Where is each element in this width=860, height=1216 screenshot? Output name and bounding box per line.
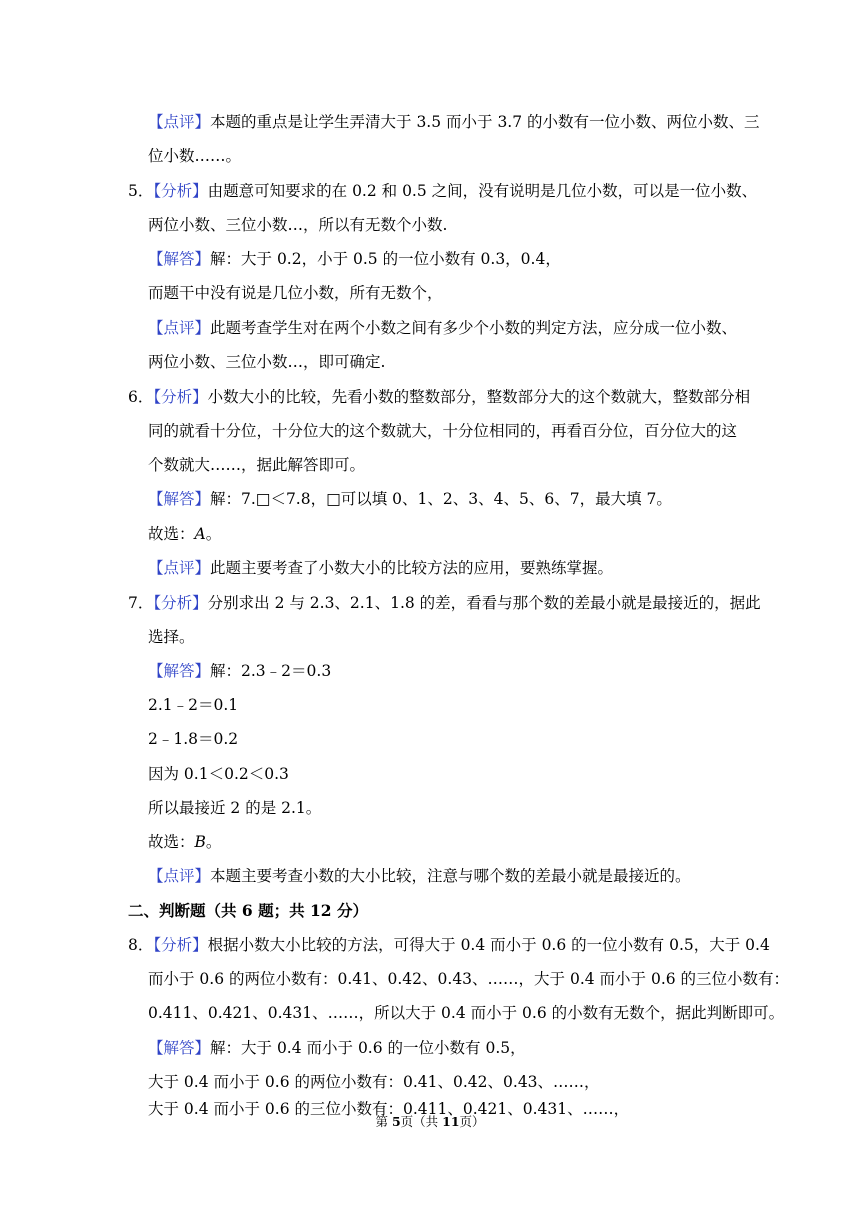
answer-label: 【解答】: [148, 662, 211, 680]
text: 两位小数、三位小数…，所以有无数个小数.: [148, 216, 448, 234]
text: 大于 0.4 而小于 0.6 的三位小数有：0.411、0.421、0.431、……，: [148, 1100, 630, 1118]
text-line: [148, 214, 447, 236]
text-line: [148, 968, 789, 990]
answer-label: 【解答】: [148, 490, 211, 508]
text: 位小数……。: [148, 147, 242, 165]
choice-letter: A: [194, 525, 206, 543]
comment-line: [148, 317, 737, 339]
text: 。: [205, 833, 222, 851]
text: 所以最接近 2 的是 2.1。: [148, 799, 322, 817]
footer-text: 页）: [459, 1114, 485, 1129]
answer-line: [148, 1037, 526, 1059]
question-8-analysis: [128, 934, 770, 956]
text: 本题的重点是让学生弄清大于 3.5 而小于 3.7 的小数有一位小数、两位小数、三: [210, 113, 760, 131]
analysis-label: 【分析】: [153, 936, 208, 954]
text: 解：7.□＜7.8，□可以填 0、1、2、3、4、5、6、7，最大填 7。: [210, 490, 672, 508]
text: 同的就看十分位，十分位大的这个数就大，十分位相同的，再看百分位，百分位大的这: [148, 422, 738, 440]
question-number: 5．: [128, 182, 154, 200]
text-line: [148, 351, 385, 373]
comment-label: 【点评】: [148, 867, 211, 885]
choice-line: [148, 523, 221, 545]
answer-label: 【解答】: [148, 250, 211, 268]
text: 本题主要考查小数的大小比较，注意与哪个数的差最小就是最接近的。: [210, 867, 691, 885]
page-number: 5: [391, 1114, 401, 1129]
text-line: [148, 626, 195, 648]
text: 此题主要考查了小数大小的比较方法的应用，要熟练掌握。: [210, 559, 614, 577]
text: 2.1﹣2＝0.1: [148, 696, 239, 714]
choice-letter: B: [194, 833, 206, 851]
text: 分别求出 2 与 2.3、2.1、1.8 的差，看看与那个数的差最小就是最接近的，据此: [207, 594, 761, 612]
text-line: [148, 145, 241, 167]
comment-label: 【点评】: [148, 113, 211, 131]
text: 0.411、0.421、0.431、……，所以大于 0.4 而小于 0.6 的小数有无数个，据此判断即可。: [148, 1004, 785, 1022]
text: 小数大小的比较，先看小数的整数部分，整数部分大的这个数就大，整数部分相: [207, 388, 751, 406]
text-line: [148, 797, 321, 819]
text: 故选：: [148, 833, 195, 851]
answer-line: [148, 660, 331, 682]
text: 2﹣1.8＝0.2: [148, 730, 239, 748]
text-line: [148, 454, 365, 476]
question-7-analysis: [128, 592, 761, 614]
text: 故选：: [148, 525, 195, 543]
comment-label: 【点评】: [148, 319, 211, 337]
section-heading: 二、判断题（共 6 题；共 12 分）: [128, 901, 368, 920]
analysis-label: 【分析】: [153, 182, 208, 200]
text-line: [148, 694, 238, 716]
choice-line: [148, 831, 221, 853]
question-5-analysis: [128, 180, 757, 202]
text-line: [148, 1002, 784, 1024]
comment-line: [148, 865, 691, 887]
text-line: [148, 1071, 600, 1093]
text: 选择。: [148, 628, 195, 646]
answer-line: [148, 488, 672, 510]
question-6-analysis: [128, 386, 750, 408]
text: 解：大于 0.4 而小于 0.6 的一位小数有 0.5，: [210, 1039, 526, 1057]
comment-line: [148, 111, 760, 133]
text: 解：2.3﹣2＝0.3: [210, 662, 332, 680]
total-pages: 11: [442, 1114, 460, 1129]
text-line: [148, 763, 289, 785]
text: 而小于 0.6 的两位小数有：0.41、0.42、0.43、……，大于 0.4 而小于 0.6 的三位小数有：: [148, 970, 790, 988]
text-line: [148, 282, 443, 304]
comment-line: [148, 557, 613, 579]
footer-text: 页（共: [400, 1114, 443, 1129]
question-number: 8．: [128, 936, 154, 954]
text: 因为 0.1＜0.2＜0.3: [148, 765, 289, 783]
text: 解：大于 0.2，小于 0.5 的一位小数有 0.3，0.4，: [210, 250, 561, 268]
text: 大于 0.4 而小于 0.6 的两位小数有：0.41、0.42、0.43、……，: [148, 1073, 600, 1091]
analysis-label: 【分析】: [153, 594, 208, 612]
analysis-label: 【分析】: [153, 388, 208, 406]
text: 两位小数、三位小数…，即可确定.: [148, 353, 386, 371]
text: 此题考查学生对在两个小数之间有多少个小数的判定方法，应分成一位小数、: [210, 319, 738, 337]
answer-line: [148, 248, 561, 270]
question-number: 6．: [128, 388, 154, 406]
text: 。: [205, 525, 222, 543]
text: 根据小数大小比较的方法，可得大于 0.4 而小于 0.6 的一位小数有 0.5，大于 0.4: [207, 936, 770, 954]
text: 个数就大……，据此解答即可。: [148, 456, 366, 474]
text: 由题意可知要求的在 0.2 和 0.5 之间，没有说明是几位小数，可以是一位小数、: [207, 182, 758, 200]
text-line: [148, 728, 238, 750]
answer-label: 【解答】: [148, 1039, 211, 1057]
footer-text: 第: [375, 1114, 392, 1129]
page-footer: [0, 1112, 860, 1130]
comment-label: 【点评】: [148, 559, 211, 577]
text-line: [148, 420, 737, 442]
question-number: 7．: [128, 594, 154, 612]
text: 而题干中没有说是几位小数，所有无数个，: [148, 284, 443, 302]
